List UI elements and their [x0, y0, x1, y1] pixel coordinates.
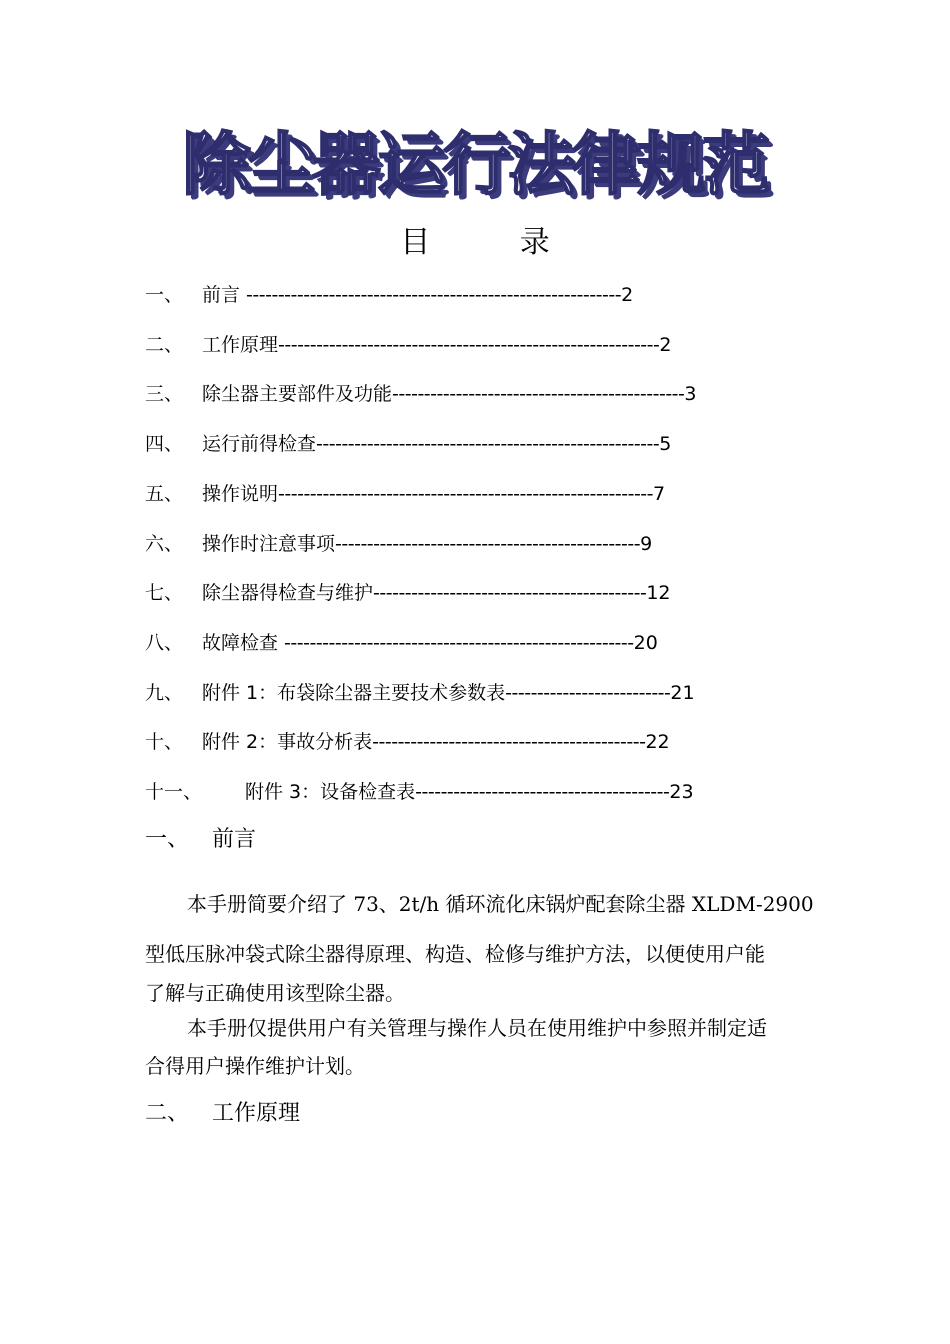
toc-label: 工作原理	[202, 333, 279, 356]
toc-text	[245, 778, 694, 806]
toc-label: 除尘器主要部件及功能	[202, 383, 393, 406]
toc-page-number: 5	[659, 433, 672, 456]
toc-number: 九、	[145, 681, 184, 704]
toc-leader: -------------------------------------------	[372, 731, 646, 754]
toc-number: 一、	[145, 284, 184, 306]
toc-label: 运行前得检查	[202, 433, 317, 456]
paragraph-line: 合得用户操作维护计划。	[145, 1054, 365, 1078]
toc-number: 十一、	[145, 781, 203, 803]
paragraph-line: 型低压脉冲袋式除尘器得原理、构造、检修与维护方法，以便使用户能	[145, 942, 765, 966]
toc-text	[202, 380, 696, 408]
toc-label: 除尘器得检查与维护	[202, 582, 374, 605]
toc-page-number: 7	[653, 482, 666, 505]
toc-page-number: 22	[645, 731, 670, 754]
toc-page-number: 23	[669, 781, 694, 803]
toc-number: 三、	[145, 383, 184, 406]
toc-number: 四、	[145, 433, 184, 456]
toc-number: 五、	[145, 482, 184, 505]
paragraph-line: 本手册仅提供用户有关管理与操作人员在使用维护中参照并制定适	[187, 1016, 767, 1040]
toc-label: 操作说明	[202, 482, 279, 505]
toc-leader: -----------------------------------------------------------	[246, 284, 622, 306]
section-number: 二、	[145, 1101, 190, 1126]
toc-text	[202, 579, 671, 607]
toc-label: 前言	[202, 284, 247, 306]
toc-page-number: 12	[646, 582, 671, 605]
toc-page-number: 3	[684, 383, 697, 406]
toc-page-number: 2	[621, 284, 634, 306]
toc-page-number: 21	[670, 681, 695, 704]
toc-page-number: 2	[659, 333, 672, 356]
toc-text	[202, 679, 695, 707]
toc-number: 六、	[145, 532, 184, 555]
toc-number: 二、	[145, 333, 184, 356]
section-number: 一、	[145, 827, 190, 852]
toc-number: 八、	[145, 631, 184, 654]
toc-label: 附件 2：事故分析表	[202, 731, 373, 754]
toc-leader: -------------------------------------------	[373, 582, 647, 605]
paragraph-line: 本手册简要介绍了 73、2t/h 循环流化床锅炉配套除尘器 XLDM-2900	[187, 892, 814, 916]
toc-leader: ------------------------------------------------	[335, 532, 641, 555]
toc-text	[202, 629, 658, 657]
toc-label: 操作时注意事项	[202, 532, 336, 555]
section-heading-working-principle	[145, 1103, 300, 1125]
toc-text	[202, 480, 665, 508]
toc-label: 故障检查	[202, 631, 285, 654]
toc-text	[202, 430, 671, 458]
toc-text	[202, 281, 633, 309]
toc-text	[202, 530, 652, 558]
toc-leader: ------------------------------------------------------------	[278, 333, 660, 356]
toc-number: 七、	[145, 582, 184, 605]
section-title: 前言	[212, 827, 257, 852]
toc-number: 十、	[145, 731, 184, 754]
section-title: 工作原理	[212, 1101, 301, 1126]
toc-page-number: 20	[633, 631, 658, 654]
toc-leader: ----------------------------------------------	[392, 383, 685, 406]
toc-leader: ------------------------------------------------------	[316, 433, 660, 456]
toc-page-number: 9	[640, 532, 653, 555]
paragraph-line: 了解与正确使用该型除尘器。	[145, 981, 405, 1005]
toc-leader: ----------------------------------------	[415, 781, 670, 803]
toc-text	[202, 331, 671, 359]
toc-label: 附件 1：布袋除尘器主要技术参数表	[202, 681, 506, 704]
toc-text	[202, 728, 670, 756]
toc-leader: --------------------------	[505, 681, 671, 704]
toc-label: 附件 3：设备检查表	[245, 781, 416, 803]
section-heading-preface	[145, 829, 256, 851]
toc-leader: -----------------------------------------------------------	[278, 482, 654, 505]
toc-leader: -------------------------------------------------------	[284, 631, 634, 654]
toc-heading: 目 录	[400, 225, 590, 260]
document-title: 除尘器运行法律规范	[182, 126, 768, 205]
